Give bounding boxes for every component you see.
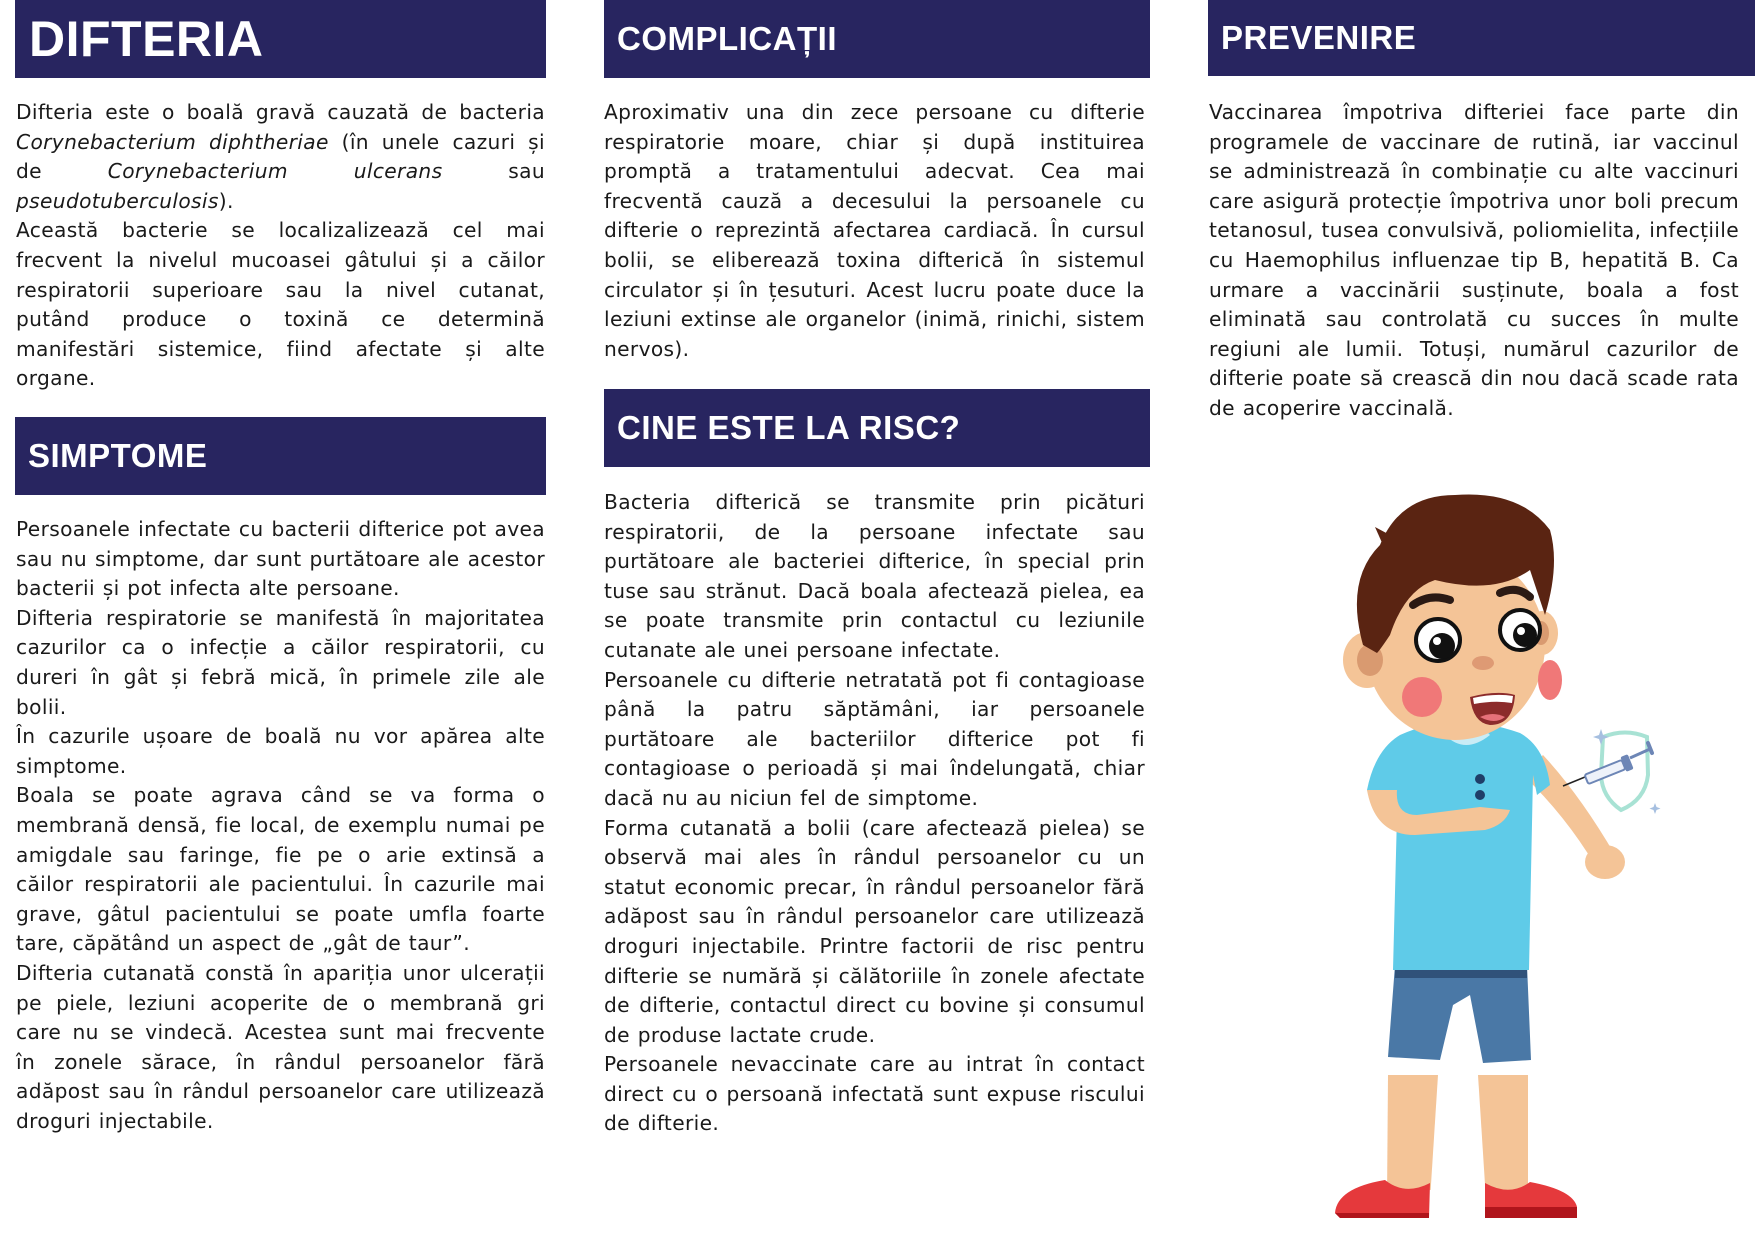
child-vaccination-illustration [1305, 485, 1675, 1225]
paragraph: În cazurile ușoare de boală nu vor apărea alte simptome. [16, 724, 545, 778]
section-body-complicatii [604, 98, 1145, 364]
section-title-simptome: SIMPTOME [28, 437, 208, 474]
section-body-simptome [16, 515, 545, 1136]
section-header-complicatii [604, 0, 1150, 78]
text-run: (în unele cazuri și de [16, 129, 546, 184]
section-title-prevenire: PREVENIRE [1221, 19, 1417, 56]
paragraph: Forma cutanată a bolii (care afectează pielea) se observă mai ales în rândul persoanelor cu un statut economic precar, în rândul persoanelor fără adăpost sau în rândul persoanelor care utilizează droguri injectabile. Printre factorii de risc pentru difterie se numără și călătoriile în zonele afectate de difterie, contactul direct cu bovine și consumul de produse lactate crude. [604, 815, 1145, 1047]
section-title-risc: CINE ESTE LA RISC? [617, 409, 961, 446]
species-name: pseudotuberculosis [16, 188, 219, 213]
section-header-prevenire [1208, 0, 1755, 76]
section-header-difteria [15, 0, 546, 78]
syringe-icon [1563, 743, 1652, 786]
paragraph: Difteria cutanată constă în apariția unor ulcerații pe piele, leziuni acoperite de o membrană gri care nu se vindecă. Acestea sunt mai frecvente în zonele sărace, în rândul persoanelor fără adăpost sau în rândul persoanelor care utilizează droguri injectabile. [16, 960, 545, 1133]
text-run: ). [218, 188, 234, 213]
paragraph [16, 98, 545, 216]
paragraph: Această bacterie se localizalizează cel mai frecvent la nivelul mucoasei gâtului și a căilor respiratorii superioare sau la nivel cutanat, putând produce o toxină ce determină manifestări sistemice, fiind afectate și alte organe. [16, 218, 545, 391]
section-title-complicatii: COMPLICAȚII [617, 20, 837, 57]
section-body-risc [604, 488, 1145, 1139]
paragraph: Persoanele infectate cu bacterii difterice pot avea sau nu simptome, dar sunt purtătoare ale acestor bacterii și pot infecta alte persoane. [16, 517, 545, 601]
species-name: Corynebacterium diphtheriae [16, 129, 329, 154]
text-run: Difteria este o boală gravă cauzată de bacteria [16, 100, 545, 124]
section-title-difteria: DIFTERIA [29, 11, 264, 67]
paragraph: Bacteria difterică se transmite prin picături respiratorii, de la persoane infectate sau purtătoare ale bacteriei difterice, în special prin tuse sau strănut. Dacă boala afectează pielea, ea se poate transmite prin contactul cu leziunile cutanate ale unei persoane infectate. [604, 490, 1145, 662]
section-body-prevenire [1209, 98, 1739, 424]
section-header-risc [604, 389, 1150, 467]
paragraph: Boala se poate agrava când se va forma o membrană densă, fie local, de exemplu numai pe amigdale sau faringe, fie pe o arie extinsă a căilor respiratorii ale pacientului. În cazurile mai grave, gâtul pacientului se poate umfla foarte tare, căpătând un aspect de „gât de taur”. [16, 783, 545, 956]
paragraph: Persoanele nevaccinate care au intrat în contact direct cu o persoană infectată sunt expuse riscului de difterie. [604, 1052, 1145, 1136]
section-body-difteria [16, 98, 545, 394]
paragraph: Vaccinarea împotriva difteriei face parte din programele de vaccinare de rutină, iar vaccinul se administrează în combinație cu alte vaccinuri care asigură protecție împotriva unor boli precum tetanosul, tusea convulsivă, poliomielita, infecțiile cu Haemophilus influenzae tip B, hepatită B. Ca urmare a vaccinării susținute, boala a fost eliminată sau controlată cu succes în multe regiuni ale lumii. Totuși, numărul cazurilor de difterie poate să crească din nou dacă scade rata de acoperire vaccinală. [1209, 100, 1739, 420]
text-run: sau [442, 159, 546, 184]
paragraph: Difteria respiratorie se manifestă în majoritatea cazurilor ca o infecție a căilor respiratorii, cu dureri în gât și febră mică, în primele zile ale bolii. [16, 605, 545, 719]
species-name: Corynebacterium ulcerans [107, 159, 443, 184]
boy-icon [1335, 494, 1625, 1218]
paragraph: Aproximativ una din zece persoane cu difterie respiratorie moare, chiar și după instituirea promptă a tratamentului adecvat. Cea mai frecventă cauză a decesului la persoanele cu difterie o reprezintă afectarea cardiacă. În cursul bolii, se eliberează toxina difterică în sistemul circulator și în țesuturi. Acest lucru poate duce la leziuni extinse ale organelor (inimă, rinichi, sistem nervos). [604, 100, 1145, 361]
paragraph: Persoanele cu difterie netratată pot fi contagioase până la patru săptămâni, iar persoanele purtătoare ale bacteriilor difterice pot fi contagioase o perioadă și mai îndelungată, chiar dacă nu au niciun fel de simptome. [604, 667, 1145, 810]
section-header-simptome [15, 417, 546, 495]
